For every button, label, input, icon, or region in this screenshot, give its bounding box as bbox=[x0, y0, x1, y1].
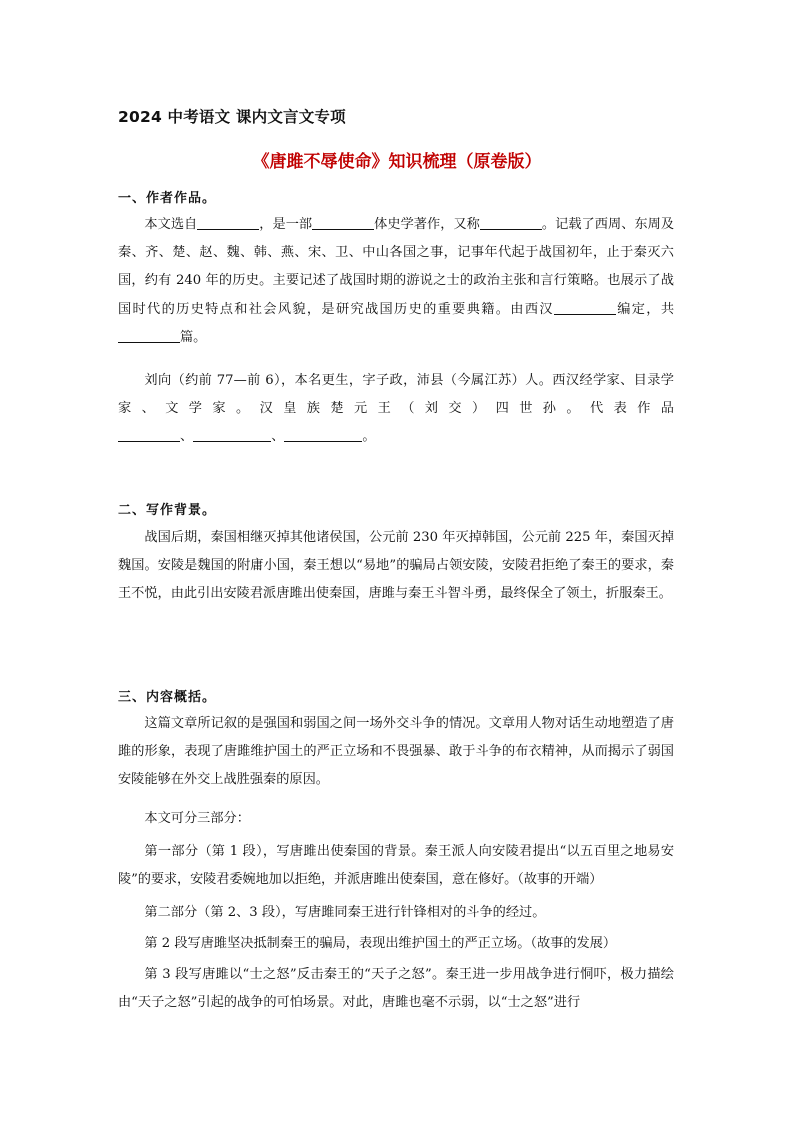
section-heading-background: 二、写作背景。 bbox=[118, 503, 217, 518]
fill-blank bbox=[118, 427, 180, 442]
section-heading-summary: 三、内容概括。 bbox=[118, 690, 217, 705]
paragraph-part-one: 第一部分（第 1 段），写唐雎出使秦国的背景。秦王派人向安陵君提出“以五百里之地易安陵”的要求，安陵君委婉地加以拒绝，并派唐雎出使秦国，意在修好。（故事的开端） bbox=[118, 844, 674, 888]
fill-blank bbox=[197, 215, 259, 230]
paragraph-background: 战国后期，秦国相继灭掉其他诸侯国，公元前 230 年灭掉韩国，公元前 225 年，秦国灭掉魏国。安陵是魏国的附庸小国，秦王想以“易地”的骗局占领安陵，安陵君拒绝了秦王的要求，秦王不悦，由此引出安陵君派唐雎出使秦国，唐雎与秦王斗智斗勇，最终保全了领土，折服秦王。 bbox=[118, 530, 674, 602]
fill-blank bbox=[193, 427, 271, 442]
paragraph-part-two: 第二部分（第 2、3 段），写唐雎同秦王进行针锋相对的斗争的经过。 bbox=[144, 905, 546, 920]
fill-blank bbox=[118, 328, 180, 343]
paragraph-author-works: 、 、 。 bbox=[118, 423, 674, 451]
paragraph-paragraph-two: 第 2 段写唐雎坚决抵制秦王的骗局，表现出维护国土的严正立场。（故事的发展） bbox=[144, 936, 617, 951]
fill-blank bbox=[554, 300, 616, 315]
fill-blank bbox=[480, 215, 542, 230]
section-heading-author: 一、作者作品。 bbox=[118, 191, 217, 206]
paragraph-summary: 这篇文章所记叙的是强国和弱国之间一场外交斗争的情况。文章用人物对话生动地塑造了唐雎的形象，表现了唐雎维护国土的严正立场和不畏强暴、敢于斗争的布衣精神，从而揭示了弱国安陵能够在外交上战胜强秦的原因。 bbox=[118, 716, 674, 788]
fill-blank bbox=[312, 215, 374, 230]
document-title: 《唐雎不辱使命》知识梳理（原卷版） bbox=[252, 152, 542, 172]
paragraph-paragraph-three: 第 3 段写唐雎以“士之怒”反击秦王的“天子之怒”。秦王进一步用战争进行恫吓，极力描绘由“天子之怒”引起的战争的可怕场景。对此，唐雎也毫不示弱，以“士之怒”进行 bbox=[118, 967, 674, 1011]
paragraph-source: 本文选自 ，是一部 体史学著作，又称 。记载了西周、东周及秦、齐、楚、赵、魏、韩、燕、宋、卫、中山各国之事，记事年代起于战国初年，止于秦灭六国，约有 240 年的历史。主要记述了战国时期的游说之士的政治主张和言行策略。也展示了战国时代的历史特点和社会风貌，是研究战国历史的重要典籍。由西汉 编定，共篇。 bbox=[118, 217, 675, 345]
fill-blank bbox=[284, 427, 362, 442]
paragraph-author: 刘向（约前 77—前 6），本名更生，字子政，沛县（今属江苏）人。西汉经学家、目录学家、文学家。汉皇族楚元王（刘交）四世孙。代表作品 bbox=[118, 373, 674, 417]
paragraph-structure: 本文可分三部分： bbox=[144, 811, 250, 826]
document-header: 2024 中考语文 课内文言文专项 bbox=[118, 108, 346, 126]
